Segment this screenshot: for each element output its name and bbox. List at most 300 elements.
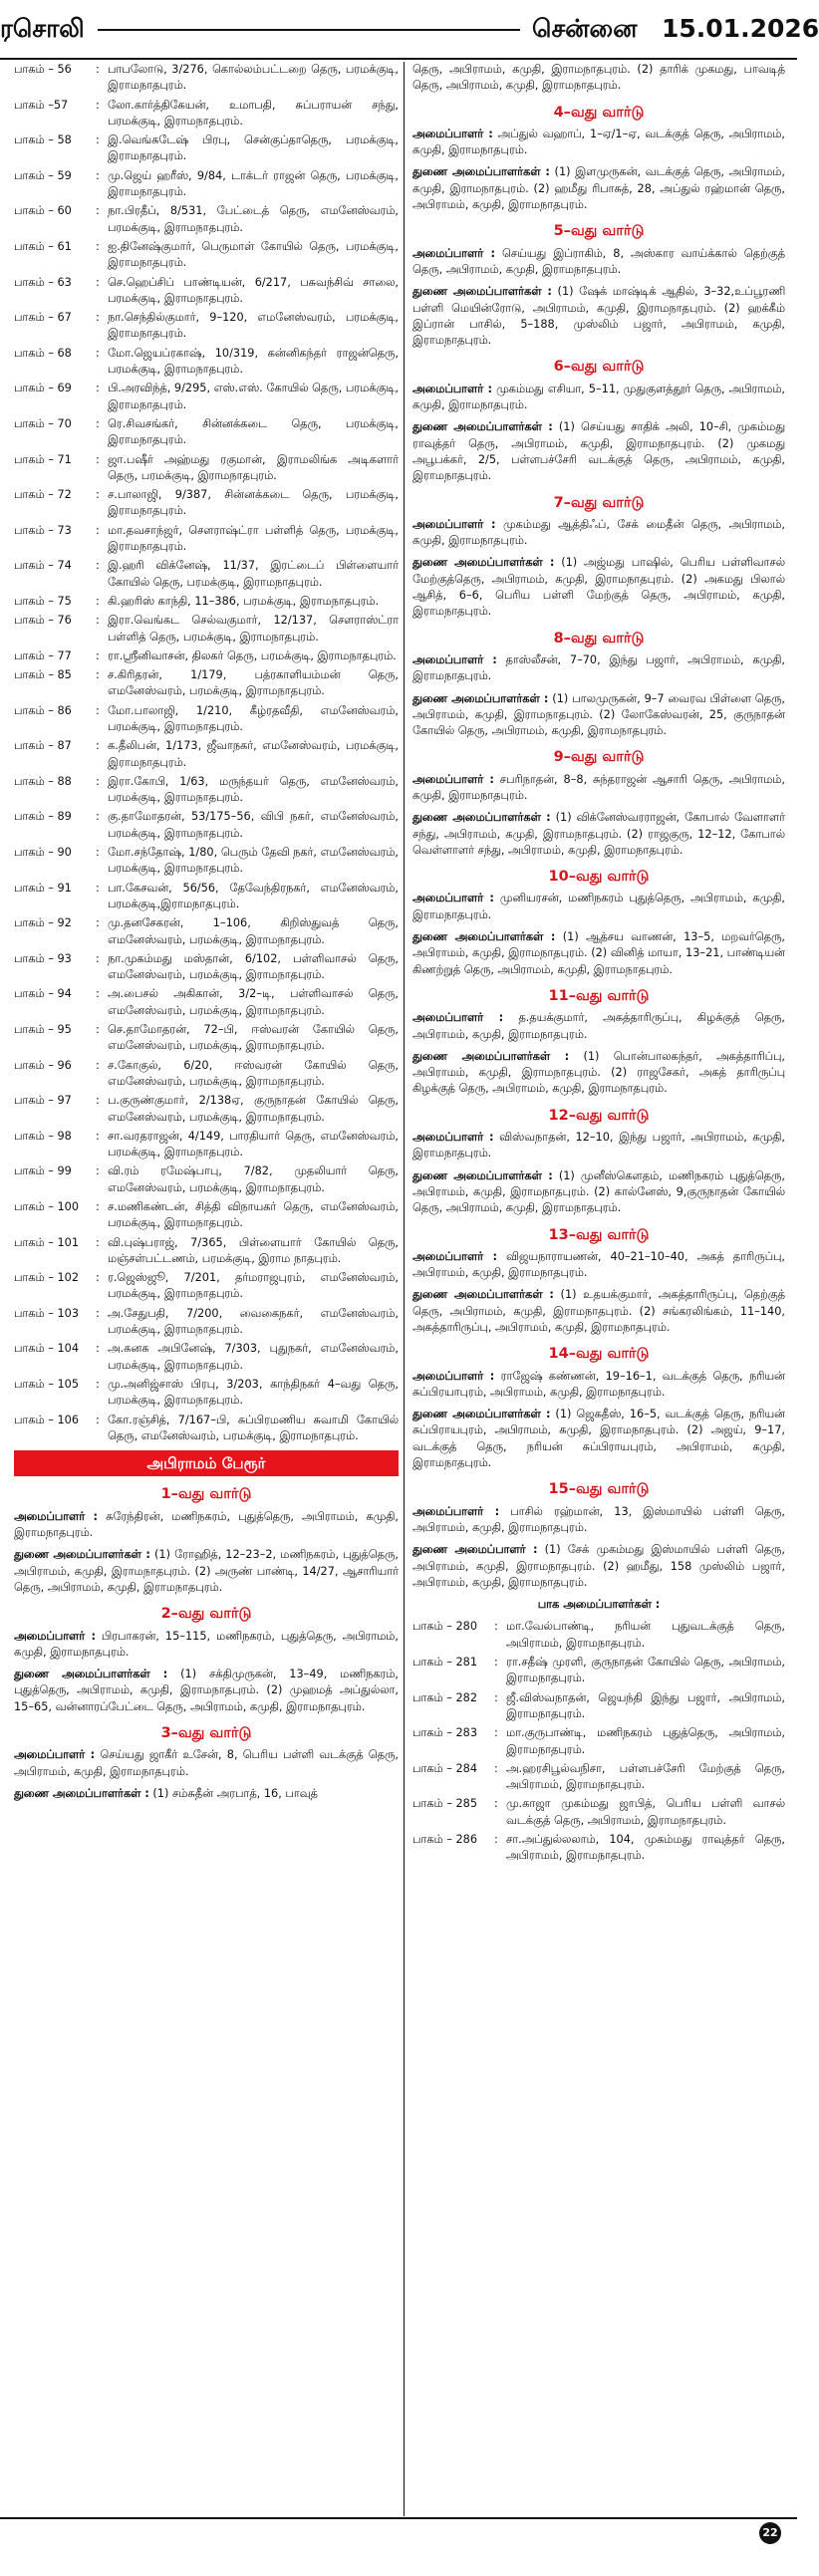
listing-row [14,275,399,308]
part-number: பாகம் – 285 [412,1797,478,1811]
separator: : [96,614,100,628]
ward-heading: 10–வது வார்டு [548,869,650,886]
part-number: பாகம் – 94 [14,987,72,1001]
header-city: சென்னை [532,14,638,43]
separator: : [96,1023,100,1037]
organiser-entry: மோ.சந்தோஷ், 1/80, பெரும் தேவி நகர், எமனேஸ்வரம், பரமக்குடி, இராமநாதபுரம். [108,846,399,876]
part-number: பாகம் – 69 [14,382,72,395]
ward-heading: 8–வது வார்டு [553,630,645,646]
separator: : [96,416,100,430]
ward-deputies [412,691,785,740]
organiser-entry: பி.அரவிந்த், 9/295, எஸ்.எஸ். கோயில் தெரு, பரமக்குடி, இராமநாதபுரம். [108,382,399,411]
separator: : [96,133,100,147]
listing-row [14,881,399,913]
ward-deputies [412,1287,785,1336]
listing-row [14,1377,399,1410]
part-number: பாகம் –57 [14,98,69,112]
part-number: பாகம் – 281 [412,1656,478,1670]
separator: : [96,916,100,930]
ward-organiser [412,652,785,685]
organiser-entry: செ.தாமோதரன், 72–பி, ஈஸ்வரன் கோயில் தெரு, எமனேஸ்வரம், பரமக்குடி, இராமநாதபுரம். [108,1023,399,1053]
part-number: பாகம் – 70 [14,416,72,430]
header-date: 15.01.2026 [662,14,819,43]
part-number: பாகம் – 68 [14,346,72,360]
organiser-entry: அ.சேதுபதி, 7/200, வைகைநகர், எமனேஸ்வரம், பரமக்குடி, இராமநாதபுரம். [108,1306,399,1337]
organiser-entry: மா.வேல்பாண்டி, நரியன் புதுவடக்குத் தெரு, அபிராமம், இராமநாதபுரம். [506,1620,785,1650]
deputy-label: துணை அமைப்பாளர்கள் : [14,1668,168,1681]
listing-row [14,168,399,201]
separator: : [96,452,100,466]
ward-organiser [14,1747,399,1780]
ward-deputies [14,1786,399,1802]
deputy-text: (1) பாலமுருகன், 9–7 வைரவ பிள்ளை தெரு, அபிராமம், கமுதி, இராமநாதபுரம். (2) லோகேஸ்வரன், 25, குருநாதன் கோயில் தெரு, அபிராமம், கமுதி, இராமநாதபுரம். [412,691,785,738]
organiser-entry: ரா.சதீஷ் முரளி, குருநாதன் கோயில் தெரு, அபிராமம், இராமநாதபுரம். [506,1656,785,1685]
part-number: பாகம் – 280 [412,1620,478,1634]
part-number: பாகம் – 105 [14,1377,80,1391]
listing-row [14,1306,399,1339]
organiser-label: அமைப்பாளர் : [412,246,495,260]
deputy-text: (1) ரோஹித், 12–23–2, மணிநகரம், புதுத்தெரு, அபிராமம், கமுதி, இராமநாதபுரம். (2) அருண் பாண்டி, 14/27, ஆசாரியார் தெரு, அபிராமம், கமுதி, இராமநாதபுரம். [14,1548,399,1594]
listing-row [14,62,399,95]
listing-row [14,1413,399,1445]
organiser-entry: ச.பாலாஜி, 9/387, சின்னக்கடை தெரு, பரமக்குடி, இராமநாதபுரம். [108,488,399,518]
separator: : [96,1306,100,1320]
organiser-entry: மு.ஜெய் ஹரீஸ், 9/84, டாக்டர் ராஜன் தெரு, பரமக்குடி, இராமநாதபுரம். [108,168,399,199]
deputy-label: துணை அமைப்பாளர்கள் : [14,1548,150,1562]
separator: : [96,846,100,860]
ward-organiser [412,772,785,805]
part-number: பாகம் – 89 [14,810,72,824]
listing-row [14,809,399,842]
organiser-entry: மு.அனிஜ்சாஸ் பிரபு, 3/203, காந்திநகர் 4–வது தெரு, பரமக்குடி, இராமநாதபுரம். [108,1377,399,1408]
separator: : [96,1200,100,1213]
deputy-text: (1) உதயக்குமார், அகத்தாரிருப்பு, தெற்குத் தெரு, அபிராமம், கமுதி, இராமநாதபுரம். (2) சங்கரலிங்கம், 11–140, அகத்தாரிருப்பு, அபிராமம், கமுதி, இராமநாதபுரம். [412,1288,786,1334]
organiser-entry: ப.குருண்குமார், 2/138ஏ, குருநாதன் கோயில் தெரு, எமனேஸ்வரம், பரமக்குடி, இராமநாதபுரம். [108,1094,399,1124]
part-number: பாகம் – 284 [412,1761,478,1775]
part-number: பாகம் – 88 [14,774,72,788]
organiser-text: பிரபாகரன், 15–115, மணிநகரம், புதுத்தெரு, அபிராமம், கமுதி, இராமநாதபுரம். [14,1629,399,1659]
ward-organiser [412,891,785,923]
organiser-label: அமைப்பாளர் : [412,382,493,395]
section-banner: அபிராமம் பேரூர் [14,1450,399,1476]
deputy-text: (1) விக்னேஸ்வரராஜன், கோபால் வேளாளர் சந்து, அபிராமம், கமுதி, இராமநாதபுரம். (2) ராஜகுரு, 12–12, கோபால் வெள்ளாளர் சந்து, அபிராமம், கமுதி, இராமநாதபுரம். [412,811,785,857]
ward-organiser [412,246,785,279]
separator: : [96,774,100,788]
organiser-label: அமைப்பாளர் : [14,1748,96,1762]
listing-row [14,738,399,771]
listing-row [412,1761,785,1794]
ward-deputies [14,1547,399,1596]
ward-organiser [412,127,785,159]
part-number: பாகம் – 106 [14,1413,80,1426]
listing-row [14,1199,399,1232]
organiser-entry: நா.முகம்மது மஸ்தான், 6/102, பள்ளிவாசல் தெரு, எமனேஸ்வரம், பரமக்குடி, இராமநாதபுரம். [108,951,399,982]
organiser-entry: செ.ஹெப்சிப் பாண்டியன், 6/217, பசுவந்சிவ் சாலை, பரமக்குடி, இராமநாதபுரம். [108,275,399,305]
organiser-entry: மா.குருபாண்டி, மணிநகரம் புதுத்தெரு, அபிராமம், இராமநாதபுரம். [506,1726,785,1756]
organiser-entry: மு.காஜா முகம்மது ஜாபித், பெரிய பள்ளி வாசல் வடக்குத் தெரு, அபிராமம், இராமநாதபுரம். [506,1797,785,1827]
ward-deputies [412,810,785,859]
organiser-label: அமைப்பாளர் : [412,892,494,905]
organiser-entry: ரெ.சிவசங்கர், சின்னக்கடை தெரு, பரமக்குடி, இராமநாதபுரம். [108,416,399,447]
organiser-text: ராஜேஷ் கண்ணன், 19–16–1, வடக்குத் தெரு, நரியன் சுப்பிரயாபுரம், அபிராமம், கமுதி, இராமநாதபுரம். [412,1369,785,1399]
listing-row [14,648,399,664]
separator: : [96,703,100,717]
organiser-text: முகம்மது ஆத்திஃப், சேக் மைதீன் தெரு, அபிராமம், கமுதி, இராமநாதபுரம். [412,517,785,548]
part-number: பாகம் – 104 [14,1342,80,1356]
part-number: பாகம் – 60 [14,204,72,218]
header-divider [0,58,797,60]
part-number: பாகம் – 98 [14,1129,72,1143]
separator: : [96,168,100,182]
separator: : [96,311,100,325]
ward-heading: 3–வது வார்டு [160,1725,252,1742]
part-number: பாகம் – 102 [14,1271,80,1285]
organiser-text: தாஸ்லீசன், 7–70, இந்து பஜார், அபிராமம், கமுதி, இராமநாதபுரம். [412,652,785,683]
listing-row [14,774,399,807]
part-number: பாகம் – 61 [14,239,72,253]
ward-heading: 11–வது வார்டு [548,987,650,1004]
organiser-entry: வி.புஷ்பராஜ், 7/365, பிள்ளையார் கோயில் தெரு, மஞ்சள்பட்டணம், பரமக்குடி, இராம நாதபுரம். [108,1235,399,1265]
organiser-label: அமைப்பாளர் : [412,517,496,531]
listing-row [14,523,399,556]
separator: : [96,488,100,502]
listing-row [14,98,399,130]
deputy-label: துணை அமைப்பாளர்கள் : [412,285,552,299]
listing-row [14,346,399,379]
separator: : [96,951,100,965]
ward-deputies [412,1542,785,1591]
deputy-label: துணை அமைப்பாளர்கள் : [412,420,553,434]
listing-row [14,667,399,700]
part-number: பாகம் – 56 [14,63,72,76]
organiser-entry: லோ.கார்த்திகேயன், உமாபதி, சுப்பராயன் சந்து, பரமக்குடி, இராமநாதபுரம். [108,98,399,128]
ward-deputies [412,284,785,349]
ward-heading: 15–வது வார்டு [548,1481,650,1498]
ward-deputies [412,1049,785,1098]
organiser-entry: மு.தனசேகரன், 1–106, கிறிஸ்துவத் தெரு, எமனேஸ்வரம், பரமக்குடி, இராமநாதபுரம். [108,916,399,946]
listing-row [14,1270,399,1303]
part-number: பாகம் – 283 [412,1726,478,1740]
separator: : [96,594,100,608]
deputy-text: (1) ஆத்சய வாணன், 13–5, மறவர்தெரு, அபிராமம், கமுதி, இராமநாதபுரம். (2) வினித் மாயா, 13–21, பாண்டியன் கிணற்றுத் தெரு, அபிராமம், கமுதி, இராமநாதபுரம். [412,930,786,976]
ward-organiser [412,1010,785,1043]
ward-heading: 1–வது வார்டு [160,1486,252,1503]
organiser-entry: நா.செந்தில்குமார், 9–120, எமனேஸ்வரம், பரமக்குடி, இராமநாதபுரம். [108,311,399,341]
organiser-entry: ஜீ.விஸ்வநாதன், ஜெயந்தி இந்து பஜார், அபிராமம், இராமநாதபுரம். [506,1690,785,1720]
ward-heading: 2–வது வார்டு [160,1606,252,1623]
organiser-label: அமைப்பாளர் : [412,652,497,666]
organiser-entry: சா.அப்துல்லலாம், 104, முகம்மது ராவுத்தர் தெரு, அபிராமம், இராமநாதபுரம். [506,1833,785,1863]
listing-row [412,1690,785,1723]
listing-row [14,594,399,610]
deputy-label: துணை அமைப்பாளர்கள் : [412,165,550,179]
deputy-text: (1) ஜெகதீஸ், 16–5, வடக்குத் தெரு, நரியன் சுப்பிராயபுரம், அபிராமம், கமுதி, இராமநாதபுரம். (2) அஜய், 9–17, வடக்குத் தெரு, நரியன் சுப்பிராயபுரம், அபிராமம், கமுதி, இராமநாதபுரம். [412,1408,786,1470]
organiser-entry: கோ.ரஞ்சித், 7/167–பி, சுப்பிரமணிய சுவாமி கோயில் தெரு, எமனேஸ்வரம், பரமக்குடி, இராமநாதபுரம். [108,1413,399,1442]
part-number: பாகம் – 90 [14,846,72,860]
page-header [0,0,819,58]
part-number: பாகம் – 97 [14,1094,72,1108]
organiser-text: செய்யது இப்ராகிம், 8, அஸ்கார வாய்க்கால் தெற்குத் தெரு, அபிராமம், கமுதி, இராமநாதபுரம். [412,246,785,276]
ward-heading: 13–வது வார்டு [548,1226,650,1243]
organiser-entry: மோ.பாலாஜி, 1/210, கீழ்ரதவீதி, எமனேஸ்வரம், பரமக்குடி, இராமநாதபுரம். [108,703,399,733]
organiser-label: அமைப்பாளர் : [412,1249,498,1263]
separator: : [96,98,100,112]
separator: : [494,1797,498,1811]
deputy-label: துணை அமைப்பாளர்கள் : [412,1408,551,1421]
separator: : [96,1094,100,1108]
part-number: பாகம் – 77 [14,648,72,662]
organiser-label: அமைப்பாளர் : [412,1011,504,1025]
listing-row [412,1619,785,1652]
left-column [14,62,399,1808]
separator: : [96,1271,100,1285]
organiser-text: முகம்மது எசியா, 5–11, முதுகுளத்தூர் தெரு, அபிராமம், கமுதி, இராமநாதபுரம். [412,382,785,412]
ward-heading: 5–வது வார்டு [553,223,645,240]
part-number: பாகம் – 87 [14,739,72,753]
organiser-text: அப்துல் வஹாப், 1–ஏ/1–ஏ, வடக்குத் தெரு, அபிராமம், கமுதி, இராமநாதபுரம். [412,127,785,157]
separator: : [96,523,100,537]
part-number: பாகம் – 286 [412,1833,478,1847]
organiser-entry: ச.மணிகண்டன், சித்தி விநாயகர் தெரு, எமனேஸ்வரம், பரமக்குடி, இராமநாதபுரம். [108,1200,399,1230]
ward-deputies [412,419,785,484]
organiser-entry: இரா.வெங்கட செல்வகுமார், 12/137, சௌராஸ்ட்ரா பள்ளித் தெரு, பரமக்குடி, இராமநாதபுரம். [108,614,399,644]
part-number: பாகம் – 59 [14,168,72,182]
organiser-entry: க.தீலிபன், 1/173, ஜீவாநகர், எமனேஸ்வரம், பரமக்குடி, இராமநாதபுரம். [108,739,399,769]
listing-row [14,986,399,1019]
column-divider [404,62,405,2516]
organiser-text: விஜயநாராயணன், 40–21–10–40, அகத் தாரிருப்பு, அபிராமம், கமுதி, இராமநாதபுரம். [412,1249,785,1280]
deputy-label: துணை அமைப்பாளர்கள் : [412,1288,554,1302]
ward-heading: 4–வது வார்டு [553,104,645,121]
deputy-text: (1) சக்திமுருகன், 13–49, மணிநகரம், புதுத்தெரு, அபிராமம், கமுதி, இராமநாதபுரம். (2) முஹமத் அப்துல்லா, 15–65, வன்னாரப்பேட்டை தெரு, அபிராமம், கமுதி, இராமநாதபுரம். [14,1668,400,1713]
deputy-text: (1) இளமுருகன், வடக்குத் தெரு, அபிராமம், கமுதி, இராமநாதபுரம். (2) ஹமீது ரிபாசுத், 28, அப்துல் ரஹ்மான் தெரு, அபிராமம், கமுதி, இராமநாதபுரம். [412,165,785,212]
ward-heading: 9–வது வார்டு [553,749,645,766]
ward-heading: 7–வது வார்டு [553,494,645,511]
listing-row [14,951,399,984]
separator: : [96,881,100,895]
separator: : [96,275,100,289]
organiser-entry: ச.கிரிதரன், 1/179, பத்ரகாளியம்மன் தெரு, எமனேஸ்வரம், பரமக்குடி, இராமநாதபுரம். [108,668,399,698]
listing-row [14,1022,399,1055]
organiser-entry: அ.கனக அபினேஷ், 7/303, புதுநகர், எமனேஸ்வரம், பரமக்குடி, இராமநாதபுரம். [108,1342,399,1372]
part-number: பாகம் – 85 [14,668,72,682]
separator: : [96,987,100,1001]
listing-row [14,452,399,485]
listing-row [412,1832,785,1865]
organiser-entry: பாபலோடு, 3/276, கொல்லம்பட்டறை தெரு, பரமக்குடி, இராமநாதபுரம். [108,63,399,93]
header-rule-left [98,29,520,31]
deputy-label: துணை அமைப்பாளர் : [412,1543,538,1557]
separator: : [494,1690,498,1704]
part-number: பாகம் – 67 [14,311,72,325]
deputy-text: (1) ஷேக் மாஷ்டிக் ஆதில், 3–32,உப்பூரணி பள்ளி மெயின்ரோடு, அபிராமம், கமுதி, இராமநாதபுரம். (2) ஹக்கீம் இப்ரான் பாசில், 5–188, முஸ்லிம் பஜார், அபிராமம், கமுதி, இராமநாதபுரம். [412,285,785,348]
organiser-label: அமைப்பாளர் : [14,1509,99,1523]
organiser-entry: பா.கேசவன், 56/56, தேவேந்திரநகர், எமனேஸ்வரம், பரமக்குடி,இராமநாதபுரம். [108,881,399,910]
part-number: பாகம் – 72 [14,488,72,502]
organiser-text: முனியரசன், மணிநகரம் புதுத்தெரு, அபிராமம், கமுதி, இராமநாதபுரம். [412,892,785,921]
part-number: பாகம் – 96 [14,1058,72,1072]
listing-row [14,1235,399,1268]
ward-organiser [412,382,785,414]
ward-deputies [412,1407,785,1471]
listing-row [14,613,399,645]
organiser-text: செய்யது ஜாகீர் உசேன், 8, பெரிய பள்ளி வடக்குத் தெரு, அபிராமம், கமுதி, இராமநாதபுரம். [14,1748,400,1778]
separator: : [96,1377,100,1391]
listing-row [14,558,399,591]
deputy-text: (1) பொன்பாலகந்தர், அகத்தாரிப்பு, அபிராமம், கமுதி, இராமநாதபுரம். (2) ராஜசேகர், அகத் தாரிருப்பு கிழக்குத் தெரு, அபிராமம், கமுதி, இராமநாதபுரம். [412,1049,786,1096]
part-number: பாகம் – 93 [14,951,72,965]
organiser-entry: கி.ஹரிஸ் காந்தி, 11–386, பரமக்குடி, இராமநாதபுரம். [108,594,380,608]
listing-row [14,1129,399,1161]
organiser-entry: சா.வரதராஜன், 4/149, பாரதியார் தெரு, எமனேஸ்வரம், பரமக்குடி, இராமநாதபுரம். [108,1129,399,1159]
part-number: பாகம் – 86 [14,703,72,717]
listing-row [14,1163,399,1196]
ward-heading: 14–வது வார்டு [548,1346,650,1363]
part-number: பாகம் – 99 [14,1164,72,1178]
organiser-label: அமைப்பாளர் : [412,1369,495,1383]
part-organisers-heading: பாக அமைப்பாளர்கள் : [537,1598,661,1612]
ward-organiser [412,1504,785,1537]
separator: : [96,648,100,662]
separator: : [494,1726,498,1740]
part-number: பாகம் – 71 [14,452,72,466]
deputy-text: (1) சம்சுதீன் அரபாத், 16, பாவுத் [148,1786,318,1800]
ward-organiser [14,1509,399,1542]
right-column [412,62,785,1868]
organiser-entry: கு.தாமோதரன், 53/175–56, விபி நகர், எமனேஸ்வரம், பரமக்குடி, இராமநாதபுரம். [108,810,399,840]
separator: : [96,810,100,824]
listing-row [412,1796,785,1829]
organiser-text: பாசில் ரஹ்மான், 13, இஸ்மாயில் பள்ளி தெரு, அபிராமம், கமுதி, இராமநாதபுரம். [412,1504,785,1534]
organiser-label: அமைப்பாளர் : [412,127,493,140]
ward-deputies [412,1168,785,1217]
ward-organiser [412,517,785,550]
part-number: பாகம் – 282 [412,1690,478,1704]
organiser-entry: இரா.கோபி, 1/63, மருந்தயர் தெரு, எமனேஸ்வரம், பரமக்குடி, இராமநாதபுரம். [108,774,399,805]
listing-row [14,845,399,878]
listing-row [14,239,399,272]
separator: : [96,239,100,253]
separator: : [96,559,100,573]
separator: : [96,346,100,360]
organiser-entry: மா.தவசாந்ஜர், சௌராஷ்ட்ரா பள்ளித் தெரு, பரமக்குடி, இராமநாதபுரம். [108,523,399,554]
deputy-label: துணை அமைப்பாளர்கள் : [412,811,551,825]
organiser-entry: இ.வெங்கடேஷ் பிரபு, சென்குப்தாதெரு, பரமக்குடி, இராமநாதபுரம். [108,133,399,163]
deputy-label: துணை அமைப்பாளர்கள் : [412,556,555,570]
listing-row [14,1341,399,1374]
part-number: பாகம் – 58 [14,133,72,147]
part-number: பாகம் – 103 [14,1306,80,1320]
listing-row [14,310,399,343]
footer-divider [0,2517,797,2519]
listing-row [14,416,399,449]
separator: : [96,1342,100,1356]
organiser-text: த.தயக்குமார், அகத்தாரிருப்பு, கிழக்குத் தெரு, அபிராமம், கமுதி, இராமநாதபுரம். [412,1011,785,1041]
ward-organiser [412,1130,785,1162]
ward-deputies [14,1667,399,1715]
separator: : [96,739,100,753]
ward-organiser [412,1369,785,1402]
deputy-text: (1) அஜ்மது பாஷில், பெரிய பள்ளிவாசல் மேற்குத்தெரு, அபிராமம், கமுதி, இராமநாதபுரம். (2) அகமது பிலால் ஆசித், 6–6, பெரிய பள்ளி மேற்குத் தெரு, அபிராமம், கமுதி, இராமநாதபுரம். [412,556,785,619]
part-number: பாகம் – 73 [14,523,72,537]
organiser-label: அமைப்பாளர் : [412,772,494,786]
part-number: பாகம் – 63 [14,275,72,289]
continued-text: தெரு, அபிராமம், கமுதி, இராமநாதபுரம். (2) தாரிக் முகமது, பாவடித் தெரு, அபிராமம், கமுதி, இராமநாதபுரம். [412,63,785,93]
organiser-label: அமைப்பாளர் : [412,1504,500,1518]
organiser-entry: நா.பிரதீப், 8/531, பேட்டைத் தெரு, எமனேஸ்வரம், பரமக்குடி, இராமநாதபுரம். [108,204,399,234]
part-number: பாகம் – 95 [14,1023,72,1037]
organiser-entry: மோ.ஜெயப்ரகாஷ், 10/319, கன்னிகந்தர் ராஜன்தெரு, பரமக்குடி, இராமநாதபுரம். [108,346,399,377]
listing-row [14,487,399,520]
ward-organiser [14,1629,399,1662]
separator: : [96,1164,100,1178]
listing-row [412,1655,785,1687]
deputy-text: (1) சேக் முகம்மது இஸ்மாயில் பள்ளி தெரு, அபிராமம், கமுதி, இராமநாதபுரம். (2) ஹமீது, 158 முஸ்லிம் பஜார், அபிராமம், கமுதி, இராமநாதபுரம். [412,1543,785,1589]
separator: : [96,1413,100,1426]
separator: : [494,1833,498,1847]
organiser-entry: ரா.ஸ்ரீனிவாசன், திலகர் தெரு, பரமக்குடி, இராமநாதபுரம். [108,648,397,662]
listing-row [14,703,399,736]
organiser-label: அமைப்பாளர் : [412,1131,494,1145]
part-number: பாகம் – 74 [14,559,72,573]
organiser-entry: ர.ஜெஸ்ஜூ, 7/201, தர்மராஜபுரம், எமனேஸ்வரம், பரமக்குடி, இராமநாதபுரம். [108,1271,399,1301]
organiser-label: அமைப்பாளர் : [14,1629,96,1643]
separator: : [96,382,100,395]
organiser-text: சபரிநாதன், 8–8, சுந்தராஜன் ஆசாரி தெரு, அபிராமம், கமுதி, இராமநாதபுரம். [412,772,785,802]
organiser-entry: அ.பைசல் அகிகான், 3/2–டி, பள்ளிவாசல் தெரு, எமனேஸ்வரம், பரமக்குடி, இராமநாதபுரம். [108,987,399,1017]
part-number: பாகம் – 101 [14,1235,80,1249]
deputy-label: துணை அமைப்பாளர்கள் : [412,1168,553,1182]
deputy-label: துணை அமைப்பாளர்கள் : [412,1049,570,1063]
separator: : [96,63,100,76]
deputy-label: துணை அமைப்பாளர்கள் : [412,691,549,705]
part-number: பாகம் – 76 [14,614,72,628]
ward-heading: 12–வது வார்டு [548,1107,650,1124]
organiser-entry: ஐ.தினேஷ்குமார், பெருமாள் கோயில் தெரு, பரமக்குடி, இராமநாதபுரம். [108,239,399,270]
listing-row [14,915,399,948]
organiser-text: விஸ்வநாதன், 12–10, இந்து பஜார், அபிராமம், கமுதி, இராமநாதபுரம். [412,1131,785,1160]
deputy-label: துணை அமைப்பாளர்கள் : [14,1786,149,1800]
masthead-title: ரசொலி [0,14,85,43]
part-number: பாகம் – 91 [14,881,72,895]
part-number: பாகம் – 100 [14,1200,80,1213]
separator: : [494,1656,498,1670]
listing-row [14,381,399,413]
ward-deputies [412,929,785,978]
separator: : [96,1129,100,1143]
deputy-label: துணை அமைப்பாளர்கள் : [412,930,556,944]
listing-row [14,203,399,236]
separator: : [96,204,100,218]
organiser-entry: இ.ஹரி விக்னேஷ், 11/37, இரட்டைப் பிள்ளையார் கோயில் தெரு, பரமக்குடி, இராமநாதபுரம். [108,559,399,589]
organiser-entry: ஜா.பஷீர் அஹ்மது ரகுமான், இராமலிங்க அடிகளார் தெரு, பரமக்குடி, இராமநாதபுரம். [108,452,399,482]
listing-row [14,1093,399,1126]
ward-organiser [412,1249,785,1282]
deputy-text: (1) செய்யது சாதிக் அலி, 10–சி, முகம்மது ராவுத்தர் தெரு, அபிராமம், கமுதி, இராமநாதபுரம். (2) முகமது அபூபக்கர், 2/5, பள்ளபச்சேரி வடக்குத் தெரு, அபிராமம், கமுதி, இராமநாதபுரம். [412,420,786,483]
organiser-text: சுரேந்திரன், மணிநகரம், புதுத்தெரு, அபிராமம், கமுதி, இராமநாதபுரம். [14,1509,399,1540]
separator: : [96,1235,100,1249]
separator: : [494,1620,498,1634]
part-number: பாகம் – 92 [14,916,72,930]
ward-deputies [412,164,785,213]
organiser-entry: வி.ரம் ரமேஷ்பாபு, 7/82, முதலியார் தெரு, எமனேஸ்வரம், பரமக்குடி, இராமநாதபுரம். [108,1164,399,1194]
ward-deputies [412,555,785,620]
listing-row [14,132,399,165]
ward-heading: 6–வது வார்டு [553,359,645,376]
deputy-text: (1) முனீஸ்கௌதம், மணிநகரம் புதுத்தெரு, அபிராமம், கமுதி, இராமநாதபுரம். (2) கால்னேஸ், 9,குருநாதன் கோயில் தெரு, அபிராமம், கமுதி, இராமநாதபுரம். [412,1168,785,1215]
separator: : [96,668,100,682]
listing-row [14,1058,399,1091]
